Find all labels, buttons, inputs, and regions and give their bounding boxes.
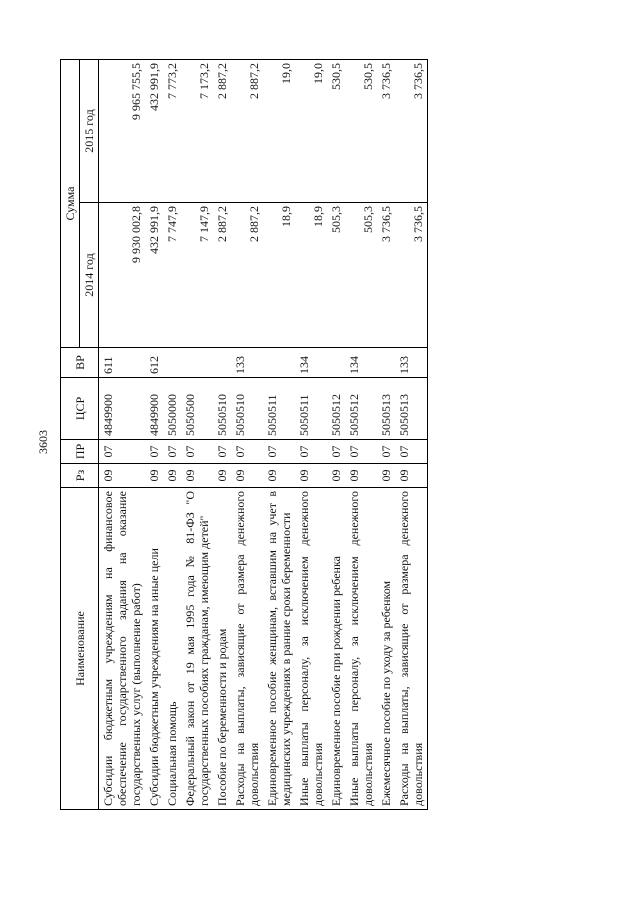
row-csr: 5050512 [327,378,345,440]
row-sum-2015: 9 965 755,5 [99,59,146,202]
row-pr: 07 [295,440,327,464]
table-row [213,59,231,809]
table-row [163,59,181,809]
rotated-page [60,60,550,810]
row-csr: 5050513 [395,378,428,440]
header-pr: ПР [61,440,99,464]
row-rz: 09 [99,464,146,488]
row-name: Иные выплаты персоналу, за исключением денежного довольствия [295,488,327,810]
row-name: Ежемесячное пособие по уходу за ребенком [377,488,395,810]
row-vr [377,348,395,378]
row-sum-2015: 3 736,5 [377,59,395,202]
table-row [231,59,263,809]
row-sum-2014: 432 991,9 [145,203,163,348]
row-sum-2014: 3 736,5 [395,203,428,348]
row-pr: 07 [213,440,231,464]
row-sum-2015: 2 887,2 [213,59,231,202]
row-sum-2014: 505,3 [327,203,345,348]
row-vr [263,348,295,378]
table-row [327,59,345,809]
row-csr: 5050000 [163,378,181,440]
row-name: Федеральный закон от 19 мая 1995 года № 81-ФЗ "О государственных пособиях гражданам, имеющим детей" [181,488,213,810]
header-csr: ЦСР [61,378,99,440]
table-row [377,59,395,809]
table-row [395,59,428,809]
row-csr: 4849900 [99,378,146,440]
budget-table [60,59,428,810]
row-vr [181,348,213,378]
row-rz: 09 [231,464,263,488]
row-pr: 07 [181,440,213,464]
row-name: Субсидии бюджетным учреждениям на финансовое обеспечение государственного задания на оказание государственных услуг (выполнение работ) [99,488,146,810]
row-csr: 4849900 [145,378,163,440]
row-sum-2014: 3 736,5 [377,203,395,348]
row-name: Расходы на выплаты, зависящие от размера денежного довольствия [395,488,428,810]
row-sum-2015: 530,5 [345,59,377,202]
table-row [345,59,377,809]
row-sum-2015: 19,0 [295,59,327,202]
header-sum: Сумма [61,59,80,347]
row-name: Расходы на выплаты, зависящие от размера денежного довольствия [231,488,263,810]
row-rz: 09 [263,464,295,488]
row-rz: 09 [295,464,327,488]
header-name: Наименование [61,488,99,810]
row-csr: 5050511 [295,378,327,440]
row-sum-2014: 505,3 [345,203,377,348]
row-sum-2014: 18,9 [263,203,295,348]
row-sum-2015: 19,0 [263,59,295,202]
table-row [263,59,295,809]
row-sum-2014: 18,9 [295,203,327,348]
row-sum-2015: 2 887,2 [231,59,263,202]
table-row [181,59,213,809]
row-vr: 134 [295,348,327,378]
row-pr: 07 [395,440,428,464]
table-row [295,59,327,809]
row-name: Пособие по беременности и родам [213,488,231,810]
row-vr: 134 [345,348,377,378]
row-sum-2014: 2 887,2 [213,203,231,348]
page-number: 3603 [36,430,50,454]
row-rz: 09 [163,464,181,488]
row-csr: 5050512 [345,378,377,440]
row-vr [327,348,345,378]
row-pr: 07 [327,440,345,464]
row-sum-2014: 2 887,2 [231,203,263,348]
row-name: Социальная помощь [163,488,181,810]
row-vr: 133 [395,348,428,378]
header-rz: Рз [61,464,99,488]
row-name: Субсидии бюджетным учреждениям на иные цели [145,488,163,810]
row-rz: 09 [377,464,395,488]
row-rz: 09 [327,464,345,488]
row-csr: 5050513 [377,378,395,440]
row-pr: 07 [263,440,295,464]
row-name: Единовременное пособие при рождении ребенка [327,488,345,810]
row-pr: 07 [145,440,163,464]
header-row [61,59,80,809]
row-vr: 612 [145,348,163,378]
row-pr: 07 [231,440,263,464]
header-2014: 2014 год [80,203,99,348]
row-rz: 09 [345,464,377,488]
row-rz: 09 [395,464,428,488]
header-2015: 2015 год [80,59,99,202]
row-vr [213,348,231,378]
row-sum-2014: 7 747,9 [163,203,181,348]
row-vr: 611 [99,348,146,378]
header-vr: ВР [61,348,99,378]
row-vr [163,348,181,378]
row-rz: 09 [181,464,213,488]
row-sum-2015: 3 736,5 [395,59,428,202]
table-row [99,59,146,809]
row-sum-2015: 7 773,2 [163,59,181,202]
row-rz: 09 [213,464,231,488]
row-rz: 09 [145,464,163,488]
row-csr: 5050511 [263,378,295,440]
row-sum-2015: 530,5 [327,59,345,202]
row-sum-2014: 7 147,9 [181,203,213,348]
row-pr: 07 [163,440,181,464]
row-pr: 07 [99,440,146,464]
table-row [145,59,163,809]
row-pr: 07 [377,440,395,464]
row-csr: 5050500 [181,378,213,440]
row-name: Единовременное пособие женщинам, вставшим на учет в медицинских учреждениях в ранние сроки беременности [263,488,295,810]
row-name: Иные выплаты персоналу, за исключением денежного довольствия [345,488,377,810]
row-sum-2015: 7 173,2 [181,59,213,202]
row-pr: 07 [345,440,377,464]
row-csr: 5050510 [213,378,231,440]
row-sum-2014: 9 930 002,8 [99,203,146,348]
row-vr: 133 [231,348,263,378]
table-body [99,59,428,809]
row-csr: 5050510 [231,378,263,440]
row-sum-2015: 432 991,9 [145,59,163,202]
